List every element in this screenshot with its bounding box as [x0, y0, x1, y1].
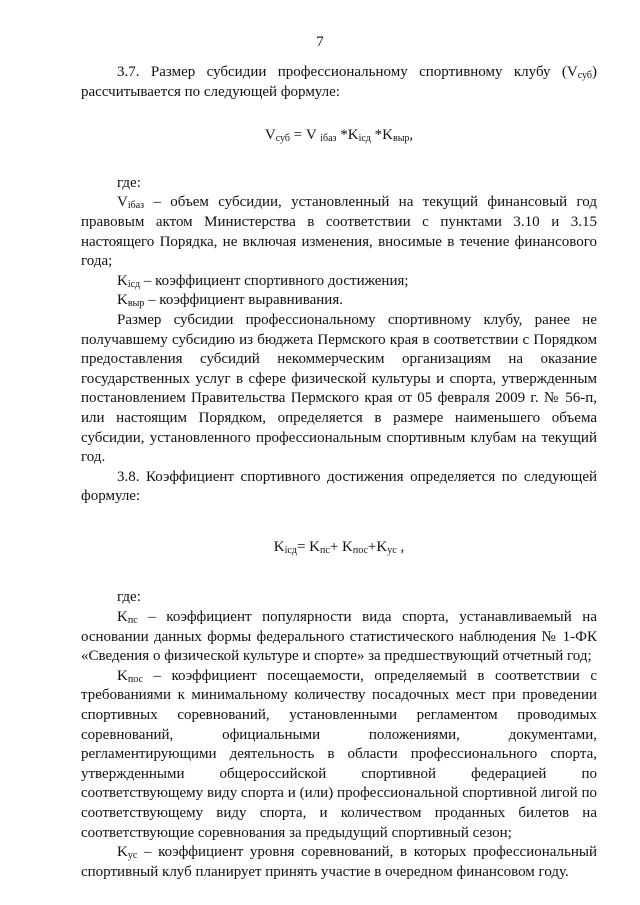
def-v-symbol: V	[117, 194, 128, 211]
def-kps-symbol: K	[117, 609, 128, 626]
formula2-k3: K	[342, 538, 353, 555]
formula2-k2: K	[309, 538, 321, 555]
def-kisd-sub: iсд	[127, 278, 141, 290]
definition-k-pos	[81, 667, 597, 843]
formula-achievement: $K_{iсд}= K_{пс}+ K_{пос}+K_{ус}$ ,	[273, 538, 405, 556]
def-kps-text: – коэффициент популярности вида спорта, устанавливаемый на основании данных формы федерального статистического наблюдения № 1-ФК «Сведения о физической культуре и спорте» за предшествующий отчетный год;	[81, 609, 597, 665]
formula1-v: V	[264, 127, 276, 144]
def-kisd-symbol: K	[117, 272, 128, 289]
para-3-7-text: Размер субсидии профессиональному спортивному клубу	[150, 64, 551, 80]
formula1-k1: K	[347, 127, 359, 144]
para-3-7-number: 3.7.	[117, 64, 140, 80]
para-3-7-tail: рассчитывается по следующей формуле:	[81, 83, 340, 100]
page-number: 7	[316, 34, 324, 50]
formula2-sub-us: ус	[387, 544, 397, 556]
formula2-k4: K	[376, 538, 388, 555]
formula2-k1: K	[273, 538, 285, 555]
definition-k-isd	[81, 272, 597, 292]
def-kus-sub: ус	[127, 850, 138, 862]
formula1-k2: K	[382, 127, 393, 144]
definition-v-ibaz	[81, 193, 597, 271]
formula2-sub-pos: пос	[352, 544, 368, 556]
subscript-sub: суб	[577, 70, 592, 81]
paragraph-3-8: 3.8. Коэффициент спортивного достижения определяется по следующей формуле:	[81, 468, 597, 505]
def-v-sub: iбаз	[127, 200, 145, 212]
def-kvyr-symbol: K	[117, 292, 128, 309]
symbol-v: V	[566, 64, 578, 80]
definition-k-vyr	[81, 291, 597, 311]
paragraph-subsidy-size: Размер субсидии профессиональному спортивному клубу, ранее не получавшему субсидию из бюджета Пермского края в соответствии с Порядком предоставления субсидий некоммерческим организациям на оказание государственных услуг в сфере физической культуры и спорта, утвержденным постановлением Правительства Пермского края от 05 февраля 2009 г. № 56-п, или настоящим Порядком, определяется в размере наименьшего объема субсидии, установленного профессиональным спортивным клубам на текущий год.	[81, 311, 597, 466]
formula1-sub-ibaz: iбаз	[320, 133, 337, 145]
def-kpos-sub: пос	[127, 673, 143, 685]
def-kisd-text: – коэффициент спортивного достижения;	[143, 272, 409, 289]
where-label-2: где:	[117, 589, 141, 606]
def-v-text: – объем субсидии, установленный на текущий финансовый год правовым актом Министерства в соответствии с пунктами 3.10 и 3.15 настоящего Порядка, не включая изменения, вносимые в течение финансового года;	[81, 194, 598, 270]
def-kpos-symbol: K	[117, 667, 128, 684]
definition-k-us	[81, 843, 597, 882]
def-kvyr-sub: выр	[127, 298, 145, 310]
formula-subsidy: $V_{суб} = V$ $_{iбаз}$ $*K_{iсд}$ $*K_{выр}$,	[264, 127, 414, 145]
formula1-v2: V	[305, 127, 317, 144]
formula1-sub-isd: iсд	[358, 133, 371, 145]
formula2-sub-ps: пс	[320, 544, 330, 556]
definition-k-ps	[81, 608, 597, 667]
document-body	[81, 63, 597, 882]
def-kvyr-text: – коэффициент выравнивания.	[148, 292, 343, 309]
formula1-sub-sub: суб	[275, 133, 290, 145]
def-kus-symbol: K	[117, 844, 128, 861]
def-kpos-text: – коэффициент посещаемости, определяемый в соответствии с требованиями к минимальному количеству посадочных мест при проведении спортивных соревнований, установленными регламентом проводимых соревнований, официальными положениями, документами, регламентирующими деятельность в области профессионального спорта, утвержденными общероссийской спортивной федерацией по соответствующему виду спорта и (или) профессиональной спортивной лигой по соответствующему виду спорта, и количеством проданных билетов на соответствующие соревнования за предыдущий спортивный сезон;	[81, 667, 597, 841]
where-label-1: где:	[117, 174, 141, 191]
paragraph-3-7: 3.7. Размер субсидии профессиональному спортивному клубу $(V_{суб})$ рассчитывается по следующей формуле:	[81, 64, 597, 100]
formula1-sub-vyr: выр	[392, 133, 410, 145]
def-kus-text: – коэффициент уровня соревнований, в которых профессиональный спортивный клуб планирует принять участие в очередном финансовом году.	[81, 844, 597, 880]
formula2-sub-isd: iсд	[284, 544, 297, 556]
def-kps-sub: пс	[127, 615, 138, 627]
